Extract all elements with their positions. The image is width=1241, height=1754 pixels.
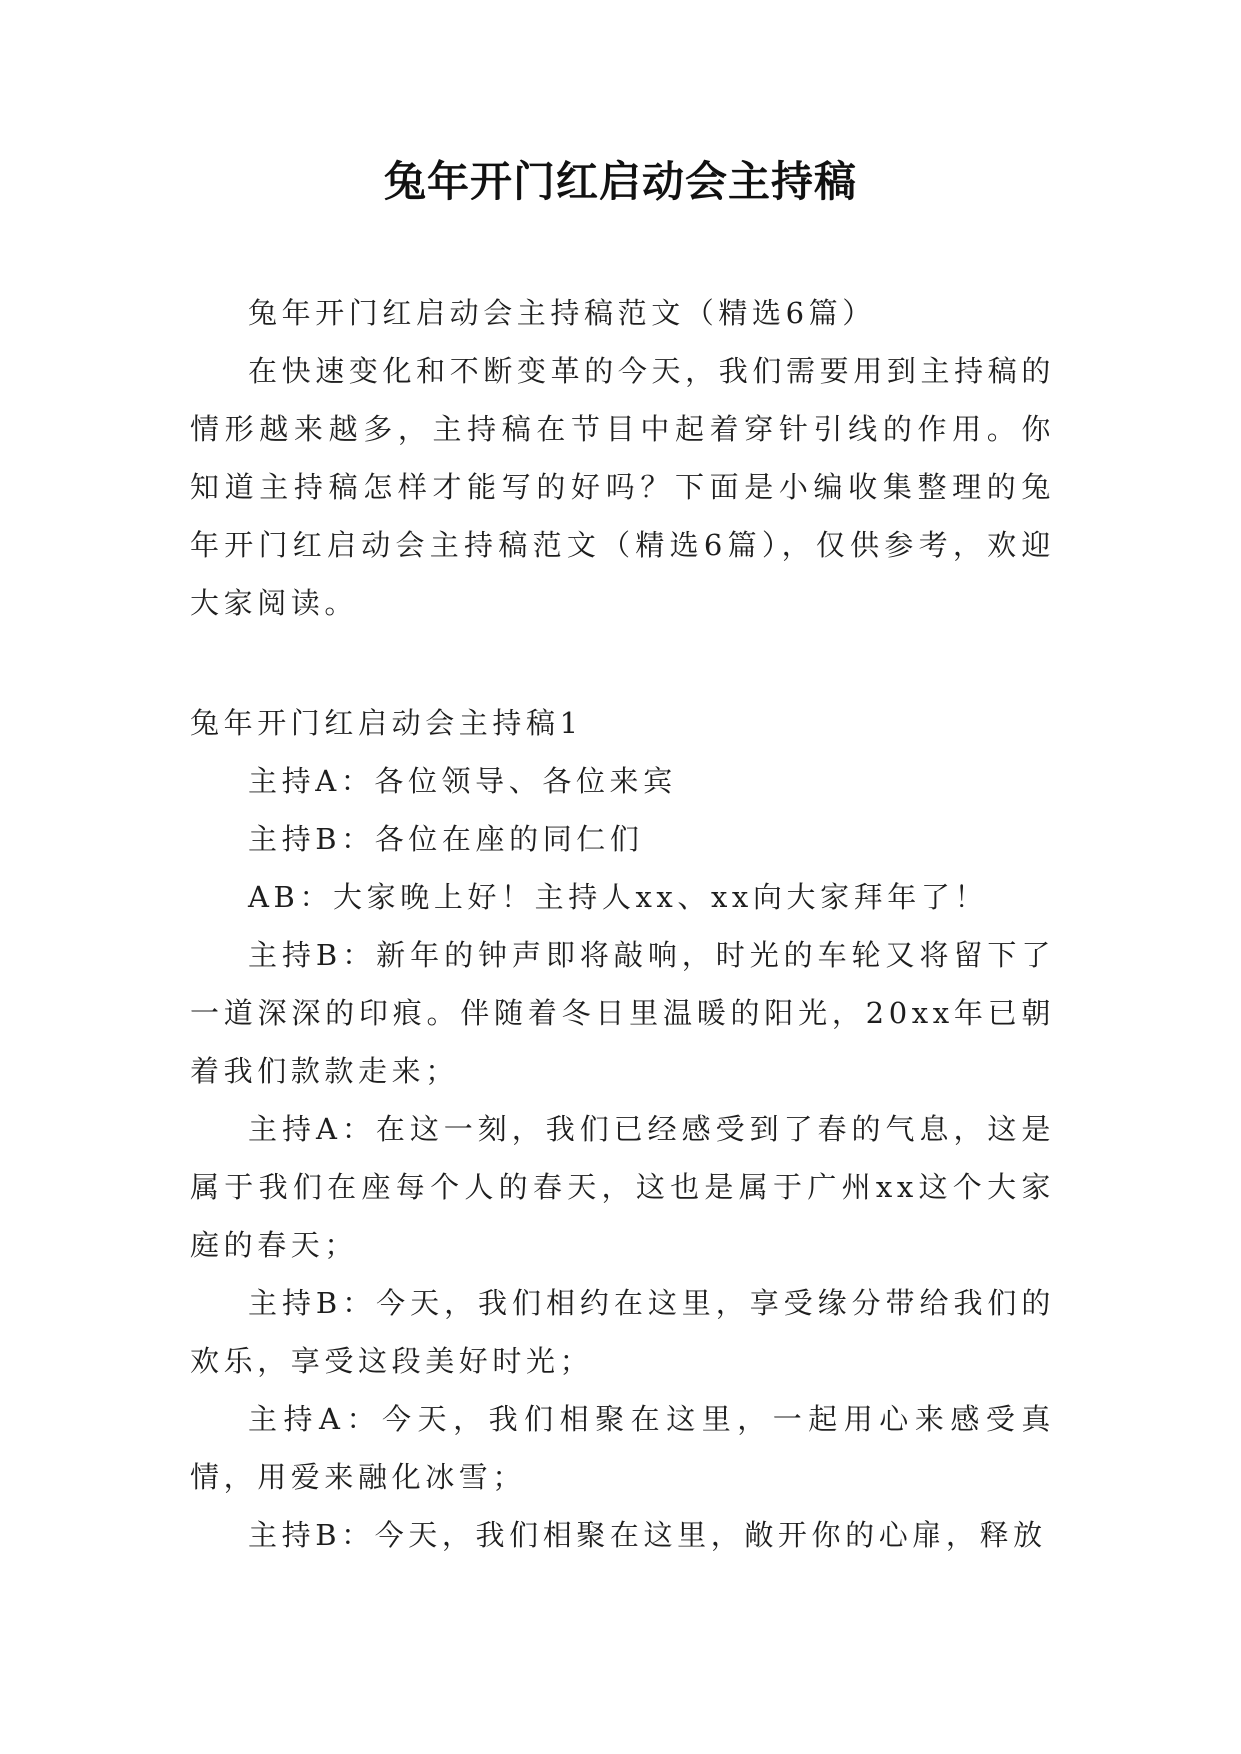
section-1 bbox=[190, 694, 1055, 1564]
paragraph: 主持B：今天，我们相约在这里，享受缘分带给我们的欢乐，享受这段美好时光； bbox=[190, 1286, 1055, 1378]
paragraph: 主持A：今天，我们相聚在这里，一起用心来感受真情，用爱来融化冰雪； bbox=[190, 1402, 1055, 1494]
intro-subtitle: 兔年开门红启动会主持稿范文（精选6篇） bbox=[248, 296, 876, 330]
intro-paragraph: 在快速变化和不断变革的今天，我们需要用到主持稿的情形越来越多，主持稿在节目中起着穿针引线的作用。你知道主持稿怎样才能写的好吗？下面是小编收集整理的兔年开门红启动会主持稿范文（精选6篇），仅供参考，欢迎大家阅读。 bbox=[190, 354, 1055, 620]
document-title: 兔年开门红启动会主持稿 bbox=[383, 157, 857, 206]
paragraph: 主持A：各位领导、各位来宾 bbox=[248, 764, 677, 798]
intro-block bbox=[190, 284, 1055, 632]
paragraph: 主持B：各位在座的同仁们 bbox=[248, 822, 644, 856]
section-heading: 兔年开门红启动会主持稿1 bbox=[190, 706, 583, 740]
paragraph: 主持A：在这一刻，我们已经感受到了春的气息，这是属于我们在座每个人的春天，这也是属于广州xx这个大家庭的春天； bbox=[190, 1112, 1055, 1262]
paragraph: 主持B：新年的钟声即将敲响，时光的车轮又将留下了一道深深的印痕。伴随着冬日里温暖的阳光，20xx年已朝着我们款款走来； bbox=[190, 938, 1055, 1088]
paragraph: 主持B：今天，我们相聚在这里，敞开你的心扉，释放 bbox=[248, 1518, 1047, 1552]
paragraph: AB：大家晚上好！主持人xx、xx向大家拜年了！ bbox=[248, 880, 989, 914]
